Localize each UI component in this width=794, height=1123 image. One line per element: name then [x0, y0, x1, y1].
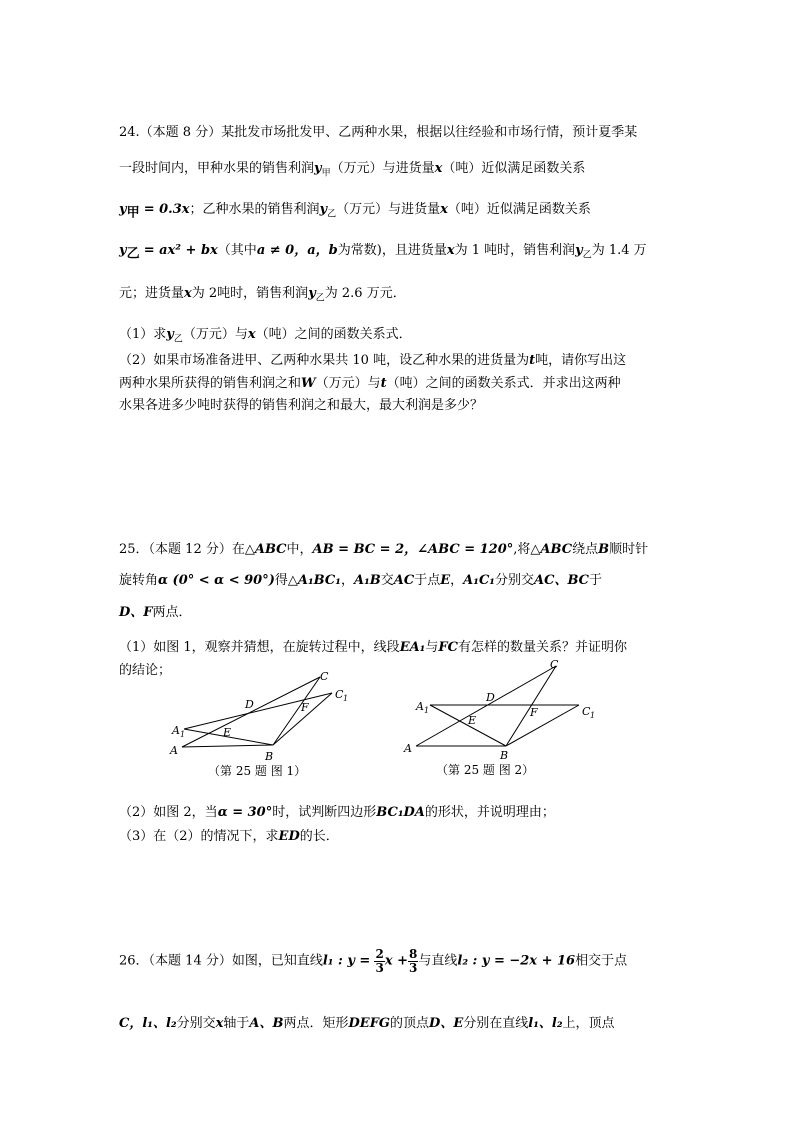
q25-line-2: 旋转角α (0° < α < 90°)得△A₁BC₁，A₁B交AC于点E，A₁C₁分别交AC、BC于 [119, 573, 603, 588]
fig2-label-F: F [530, 706, 538, 719]
q24-part-2-line-2: 两种水果所获得的销售利润之和W（万元）与t（吨）之间的函数关系式．并求出这两种 [119, 376, 621, 391]
q25-part-2: （2）如图 2，当α = 30°时，试判断四边形BC₁DA的形状，并说明理由； [119, 805, 555, 820]
fig2-segment-BC1 [506, 705, 579, 746]
q24-line-2: 一段时间内，甲种水果的销售利润$y_甲$（万元）与进货量x（吨）近似满足函数关系 [119, 161, 586, 179]
fig2-label-D: D [486, 691, 495, 704]
fig1-segment-BC [273, 677, 320, 745]
fig1-caption: （第 25 题 图 1） [208, 764, 307, 778]
q24-line-5: 元；进货量x为 2吨时，销售利润$y_乙$为 2.6 万元． [119, 286, 406, 304]
fig2-caption: （第 25 题 图 2） [436, 763, 535, 777]
fig1-label-C1-sub: 1 [343, 694, 349, 703]
fig1-segment-A1C1 [184, 693, 332, 729]
q26-line-2: C，l₁、l₂分别交x轴于A、B两点．矩形DEFG的顶点D、E分别在直线l₁、l₂上，顶点 [119, 1016, 615, 1031]
fraction-8-3: $\frac{8}{3}$ [409, 947, 418, 975]
q26-line-1: 26．（本题 14 分）如图，已知直线l₁ : y = $\frac{2}{3}$ x + $\frac{8}{3}$ 与直线l₂ : y = −2x + 16相交于点 [119, 947, 628, 975]
q24-line-1: 24.（本题 8 分）某批发市场批发甲、乙两种水果，根据以往经验和市场行情，预计夏季某 [119, 125, 638, 140]
fig1-label-C: C [320, 670, 329, 683]
fig1-label-A: A [170, 744, 178, 757]
q24-line-3: $y_甲 = 0.3x$；乙种水果的销售利润$y_乙$（万元）与进货量x（吨）近似满足函数关系 [119, 202, 591, 221]
q24-part-1: （1）求$y_乙$（万元）与x（吨）之间的函数关系式． [119, 327, 412, 345]
fig2-label-C1: C [582, 705, 591, 718]
fig1-label-B: B [265, 750, 274, 763]
q24-part-2-line-3: 水果各进多少吨时获得的销售利润之和最大，最大利润是多少？ [119, 398, 484, 413]
fig2-label-C: C [550, 660, 559, 671]
figure-2 [400, 660, 610, 782]
fig2-label-A: A [404, 742, 412, 755]
q25-line-3: D、F两点． [119, 605, 192, 620]
q24-line-4: $y_乙 = ax^2 + bx$（其中a ≠ 0，a，b为常数)，且进货量x为 1 吨时，销售利润$y_乙$为 1.4 万 [119, 243, 647, 262]
q25-line-1: 25．（本题 12 分）在△ABC中，AB = BC = 2，∠ABC = 120°,将△ABC绕点B顺时针 [119, 542, 649, 557]
fig1-label-A1-sub: 1 [180, 730, 186, 739]
q25-part-1-line-1: （1）如图 1，观察并猜想，在旋转过程中，线段EA₁与FC有怎样的数量关系？并证明你 [119, 640, 627, 655]
fig1-segment-AB [182, 745, 273, 747]
fig2-label-E: E [468, 714, 477, 727]
fig2-label-A1: A [416, 700, 424, 713]
figure-1 [160, 668, 360, 780]
fig1-label-A1: A [172, 724, 180, 737]
fig2-label-C1-sub: 1 [590, 711, 596, 720]
q25-part-3: （3）在（2）的情况下，求ED的长． [119, 829, 339, 844]
fig1-segment-AC [182, 677, 320, 747]
fig1-label-C1: C [335, 688, 344, 701]
fig1-label-D: D [245, 698, 254, 711]
fraction-2-3: $\frac{2}{3}$ [375, 947, 384, 975]
fig1-label-F: F [301, 701, 309, 714]
fig2-label-B: B [500, 749, 509, 762]
q25-part-1-line-2: 的结论； [119, 663, 172, 678]
fig1-label-E: E [223, 726, 232, 739]
fig2-label-A1-sub: 1 [424, 706, 430, 715]
q24-part-2-line-1: （2）如果市场准备进甲、乙两种水果共 10 吨，设乙种水果的进货量为t吨，请你写出这 [119, 353, 627, 368]
